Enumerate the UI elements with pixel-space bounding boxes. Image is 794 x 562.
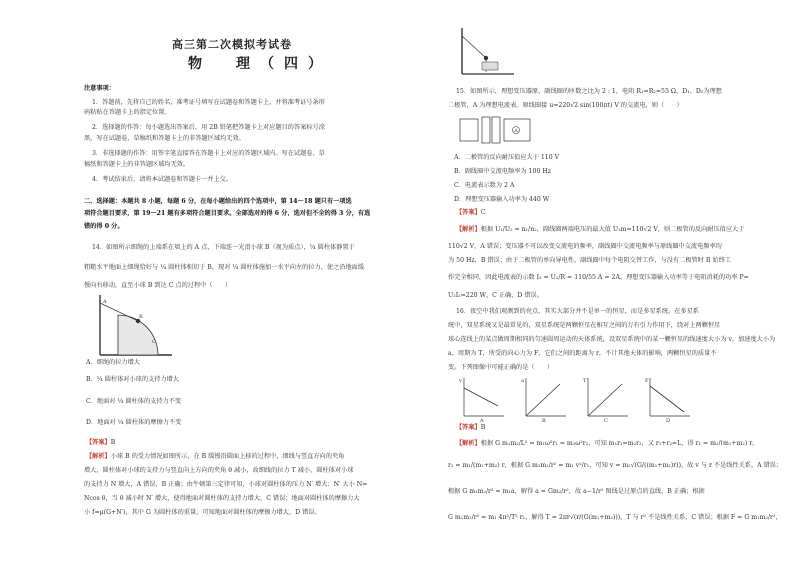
question-16-stem: 变。下列图像中可能正确的是（ ） <box>448 364 554 371</box>
notice-item: 3．非选择题的作答：用签字笔直接答在答题卡上对应的答题区域内。写在试题卷、草 <box>92 150 325 157</box>
svg-text:A: A <box>103 299 107 305</box>
analysis-line: 根据 G m₁m₂/r² = m₁a，解得 a = Gm₂/r²，故 a−1/r² 图线是过原点的直线，B 正确；根据 <box>448 488 705 495</box>
option: A．细绳的拉力增大 <box>86 359 140 366</box>
question-15-stem: 二极管，A 为理想电流表。原线圈接 u=220√2 sin(100πt) V 的交流电，则（ ） <box>448 102 683 109</box>
option: C．电流表示数为 2 A <box>454 182 515 189</box>
analysis-line: G m₁m₂/r² = m₁ 4π²/T² r₁，解得 T = 2πr√(r/(G(m₁+m₂)))，T 与 r² 不是线性关系，C 错误；根据 F = G m₁m₂/r²， <box>448 514 782 521</box>
graph-y-label: T <box>583 378 587 384</box>
analysis-line: 的支持力 N 增大，A 错误，B 正确；由牛顿第三定律可知，小球对圆柱体的压力 N′ 增大；N′ 大小 N= <box>84 481 368 488</box>
option: A．二极管的反向耐压值应大于 110 V <box>454 154 560 161</box>
exam-title: 高三第二次模拟考试卷 <box>172 38 292 51</box>
quarter-cylinder-figure <box>94 293 174 357</box>
graph-y-label: F <box>645 378 649 384</box>
option: C．地面对 ¼ 圆柱体的支持力不变 <box>86 398 182 405</box>
analysis-line: 【解析】根据 G m₁m₂/L² = m₁ω²r₁ = m₂ω²r₂，可知 m₁r₁=m₂r₂，又 r₁+r₂=L，得 r₁ = m₂/(m₁+m₂) r， <box>456 440 759 447</box>
option: D．地面对 ¼ 圆柱体的摩擦力不变 <box>86 419 182 426</box>
analysis-line: Ncos θ，当 θ 减小时 N′ 增大，使得地面对圆柱体的支持力增大，C 错误；地面对圆柱体的摩擦力大 <box>84 495 360 502</box>
graph-label: C <box>604 418 608 422</box>
question-14-stem: 慢向右移动，直至小球 B 到达 C 点的过程中（ ） <box>84 282 232 289</box>
notice-item: 稿纸和答题卡上的非答题区域均无效。 <box>84 161 190 168</box>
analysis-line: 作完全相同，因此电流表的示数 I₂ = U₂/R = 110/55 A = 2A，理想变压器输入功率等于电阻消耗的功率 P= <box>448 274 749 281</box>
question-14-stem: 粗糙水平地面上细绳恰好与 ¼ 圆柱体相切于 B，现对 ¼ 圆柱体施加一水平向左的拉力，使之沿地面缓 <box>84 264 365 271</box>
analysis-line: r₂ = m₁/(m₁+m₂) r，根据 G m₁m₂/r² = m₁ v²/r₁，可知 v = m₂√(G/((m₁+m₂)r))，故 v 与 r 不是线性关系，A 错误； <box>448 462 783 469</box>
graph-option-b <box>520 376 568 422</box>
question-15-stem: 15．如图所示，理想变压器原、副线圈的匝数之比为 2 : 1，电阻 R₁=R₂=55 Ω，D₁、D₂为理想 <box>456 88 722 95</box>
section-heading: 项符合题目要求，第 19～21 题有多项符合题目要求。全部选对的得 6 分，选对但不全的得 3 分，有选 <box>84 210 371 217</box>
graph-label: D <box>666 418 671 422</box>
analysis-line: U₂I₂=220 W，C 正确，D 错误。 <box>448 292 543 299</box>
option: D．理想变压器输入功率为 440 W <box>454 196 550 203</box>
graph-option-d <box>644 376 692 422</box>
answer-label: 【答案】B <box>86 439 116 446</box>
question-16-stem: 16．夜空中我们观测到的亮点，其实大部分并不是单一的恒星，而是多星系统。在多星系 <box>456 308 699 315</box>
question-16-stem: 统中，双星系统又是最常见的，双星系统是两颗恒星在相互之间的万有引力作用下，绕对上两颗恒星 <box>448 322 721 329</box>
transformer-circuit-figure <box>456 115 536 147</box>
analysis-line: 为 50 Hz，B 错误；由于二极管的单向导电性，副线圈中每个电阻交替工作，与没有二极管时 R 始终工 <box>448 257 732 264</box>
notice-item: 4．考试结束后，请将本试题卷和答题卡一并上交。 <box>92 176 233 183</box>
answer-label: 【答案】C <box>456 209 486 216</box>
force-diagram-figure <box>456 26 516 76</box>
question-16-stem: 球心连线上的某点做周期相同的匀速圆周运动的天体系统，设双星系统中的某一颗恒星的线速度大小为 v，加速度大小为 <box>448 336 776 343</box>
graph-label: B <box>542 418 546 422</box>
section-heading: 错的得 0 分。 <box>84 223 124 230</box>
notice-item: 黑，写在试题卷、草稿纸和答题卡上的非答题区域均无效。 <box>84 135 245 142</box>
question-16-stem: a，周期为 T，所受的向心力为 F，它们之间的距离为 r，不计其他天体的影响，两颗恒星的质量不 <box>448 350 717 357</box>
svg-text:C: C <box>152 339 156 345</box>
notice-item: 码粘贴在答题卡上的指定位置。 <box>84 109 171 116</box>
subject-title: 物 理（四） <box>188 56 332 72</box>
analysis-line: 小 f=μ(G+N′)，其中 G 为圆柱体的重量，可知地面对圆柱体的摩擦力增大，D 错误。 <box>84 509 321 516</box>
notice-heading: 注意事项： <box>84 85 115 92</box>
analysis-line: 【解析】小球 B 的受力情况如图所示，在 B 缓慢沿圆面上移的过程中，细线与竖直方向的夹角 <box>86 453 345 460</box>
graph-option-c <box>582 376 630 422</box>
notice-item: 1．答题前，先将自己的姓名、准考证号填写在试题卷和答题卡上，并将准考证号条形 <box>92 99 325 106</box>
svg-text:A: A <box>514 129 518 134</box>
section-heading: 二、选择题：本题共 8 小题，每题 6 分，在每小题给出的四个选项中，第 14～18 题只有一项选 <box>84 198 352 205</box>
graph-y-label: a <box>521 378 524 384</box>
analysis-line: 增大，圆柱体对小球的支持力与竖直向上方向的夹角 θ 减小，故细线的拉力 T 减小，圆柱体对小球 <box>84 467 354 474</box>
analysis-line: 110√2 V，A 错误；变压器不可以改变交流电的频率，副线圈中交流电频率与原线圈中交流电频率均 <box>448 243 722 250</box>
graph-option-a <box>458 376 506 422</box>
option: B．¼ 圆柱体对小球的支持力增大 <box>86 376 179 383</box>
answer-label: 【答案】B <box>456 424 486 431</box>
notice-item: 2．选择题的作答：每小题选出答案后，用 2B 铅笔把答题卡上对应题目的答案标号涂 <box>92 124 325 131</box>
option: B．副线圈中交流电频率为 100 Hz <box>454 168 552 175</box>
analysis-line: 【解析】根据 U₁/U₂ = n₁/n₂，副线圈两端电压的最大值 U₂m=110√2 V，则二极管的反向耐压值应大于 <box>456 226 745 233</box>
graph-y-label: v <box>459 378 462 384</box>
graph-label: A <box>480 418 484 422</box>
svg-text:B: B <box>139 314 143 320</box>
question-14-stem: 14．如图所示细绳的上端系在墙上的 A 点，下端连一光滑小球 B（视为质点），¼ 圆柱体静置于 <box>92 244 355 251</box>
